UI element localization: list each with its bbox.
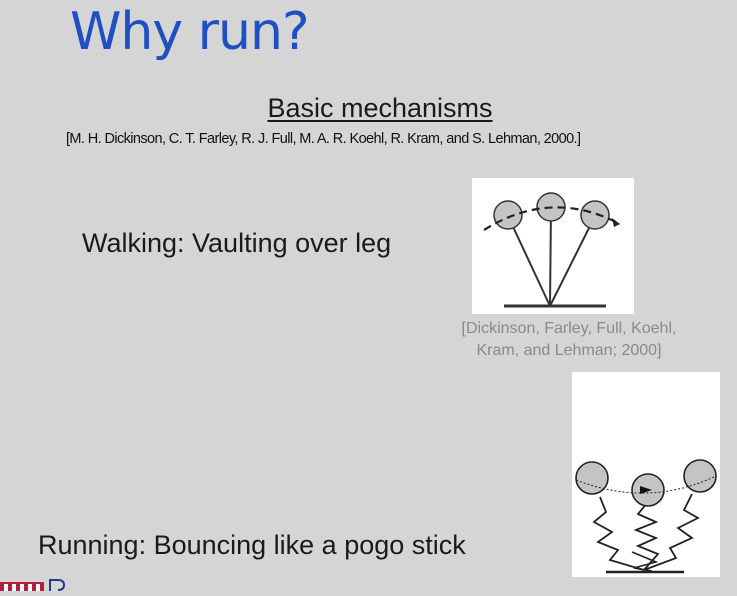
main-citation: [M. H. Dickinson, C. T. Farley, R. J. Full, M. A. R. Koehl, R. Kram, and S. Lehman, 2000.] <box>66 131 581 147</box>
walking-figure <box>472 178 634 314</box>
walking-label: Walking: Vaulting over leg <box>82 228 392 258</box>
logo-icon <box>0 578 70 591</box>
slide-subtitle: Basic mechanisms <box>267 93 493 123</box>
inverted-pendulum-icon <box>472 178 634 314</box>
running-label: Running: Bouncing like a pogo stick <box>38 530 466 560</box>
figure-caption-line2: Kram, and Lehman; 2000] <box>476 342 662 359</box>
running-figure <box>572 372 720 577</box>
slide-title: Why run? <box>70 2 309 62</box>
university-logo <box>0 578 70 591</box>
spring-mass-icon <box>572 372 720 577</box>
figure-caption <box>420 318 718 362</box>
figure-caption-line1: [Dickinson, Farley, Full, Koehl, <box>461 320 677 337</box>
